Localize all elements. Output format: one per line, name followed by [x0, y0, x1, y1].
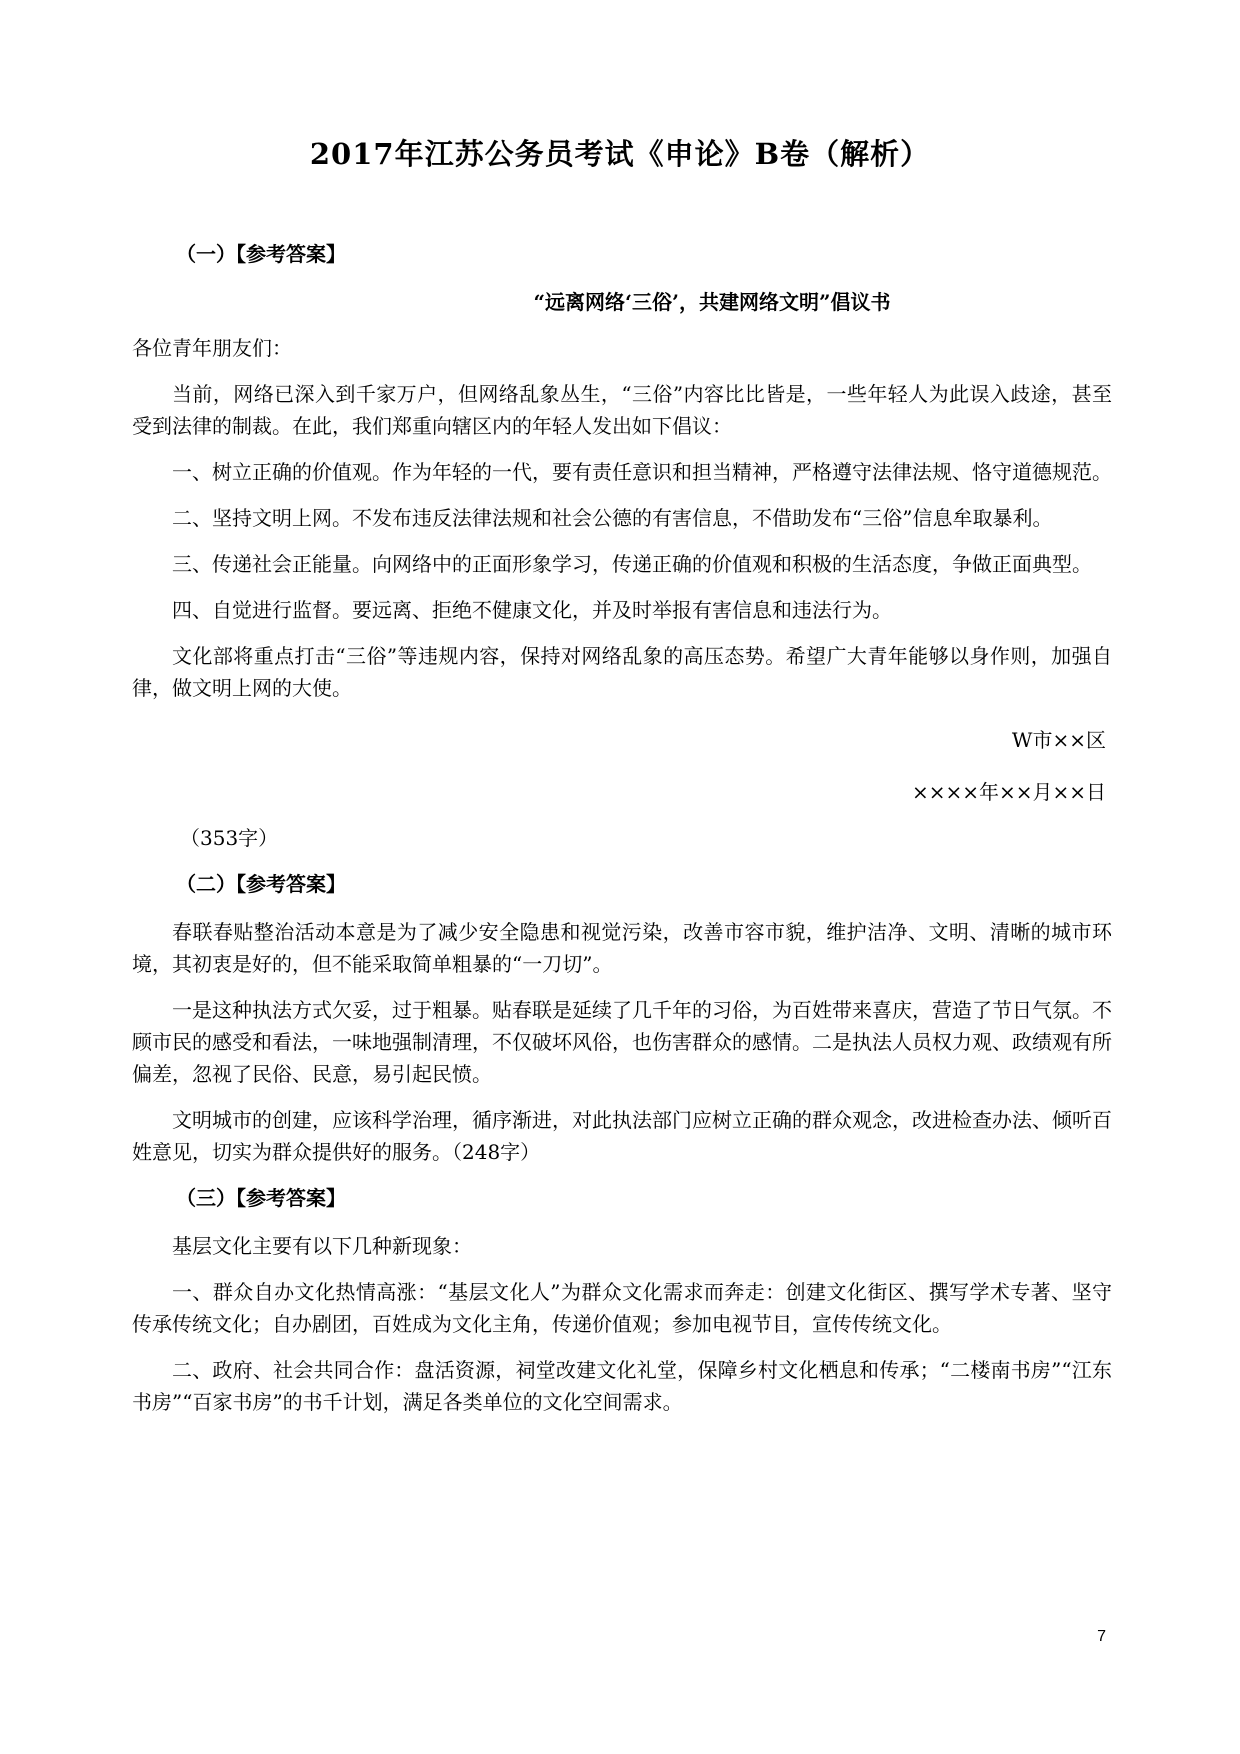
proposal-title: “远离网络‘三俗’，共建网络文明”倡议书 — [533, 290, 891, 314]
paragraph: 当前，网络已深入到千家万户，但网络乱象丛生，“三俗”内容比比皆是，一些年轻人为此误入歧途，甚至受到法律的制裁。在此，我们郑重向辖区内的年轻人发出如下倡议： — [132, 382, 1112, 438]
paragraph: 基层文化主要有以下几种新现象： — [172, 1234, 472, 1258]
paragraph: 文化部将重点打击“三俗”等违规内容，保持对网络乱象的高压态势。希望广大青年能够以身作则，加强自律，做文明上网的大使。 — [132, 644, 1112, 700]
section-1-heading: （一）【参考答案】 — [176, 242, 346, 266]
date: ××××年××月××日 — [911, 780, 1106, 804]
paragraph: 二、政府、社会共同合作：盘活资源，祠堂改建文化礼堂，保障乡村文化栖息和传承；“二楼南书房”“江东书房”“百家书房”的书千计划，满足各类单位的文化空间需求。 — [132, 1358, 1112, 1414]
paragraph: 一、树立正确的价值观。作为年轻的一代，要有责任意识和担当精神，严格遵守法律法规、恪守道德规范。 — [172, 460, 1112, 484]
paragraph: 三、传递社会正能量。向网络中的正面形象学习，传递正确的价值观和积极的生活态度，争做正面典型。 — [172, 552, 1092, 576]
signature: W市××区 — [1011, 728, 1106, 752]
salutation: 各位青年朋友们： — [132, 336, 292, 360]
paragraph: 一、群众自办文化热情高涨：“基层文化人”为群众文化需求而奔走：创建文化街区、撰写学术专著、坚守传承传统文化；自办剧团，百姓成为文化主角，传递价值观；参加电视节目，宣传传统文化。 — [132, 1280, 1112, 1336]
paragraph: 文明城市的创建，应该科学治理，循序渐进，对此执法部门应树立正确的群众观念，改进检查办法、倾听百姓意见，切实为群众提供好的服务。（248字） — [132, 1108, 1112, 1164]
paragraph: 春联春贴整治活动本意是为了减少安全隐患和视觉污染，改善市容市貌，维护洁净、文明、清晰的城市环境，其初衷是好的，但不能采取简单粗暴的“一刀切”。 — [132, 920, 1112, 976]
section-2-heading: （二）【参考答案】 — [176, 872, 346, 896]
page-title: 2017年江苏公务员考试《申论》B卷（解析） — [309, 137, 931, 171]
document-body — [132, 238, 1112, 1432]
section-3-heading: （三）【参考答案】 — [176, 1186, 346, 1210]
page-number: 7 — [1097, 1628, 1106, 1645]
paragraph: 四、自觉进行监督。要远离、拒绝不健康文化，并及时举报有害信息和违法行为。 — [172, 598, 892, 622]
paragraph: 二、坚持文明上网。不发布违反法律法规和社会公德的有害信息，不借助发布“三俗”信息牟取暴利。 — [172, 506, 1053, 530]
word-count: （353字） — [180, 826, 279, 850]
paragraph: 一是这种执法方式欠妥，过于粗暴。贴春联是延续了几千年的习俗，为百姓带来喜庆，营造了节日气氛。不顾市民的感受和看法，一味地强制清理，不仅破坏风俗，也伤害群众的感情。二是执法人员权力观、政绩观有所偏差，忽视了民俗、民意，易引起民愤。 — [132, 998, 1112, 1086]
